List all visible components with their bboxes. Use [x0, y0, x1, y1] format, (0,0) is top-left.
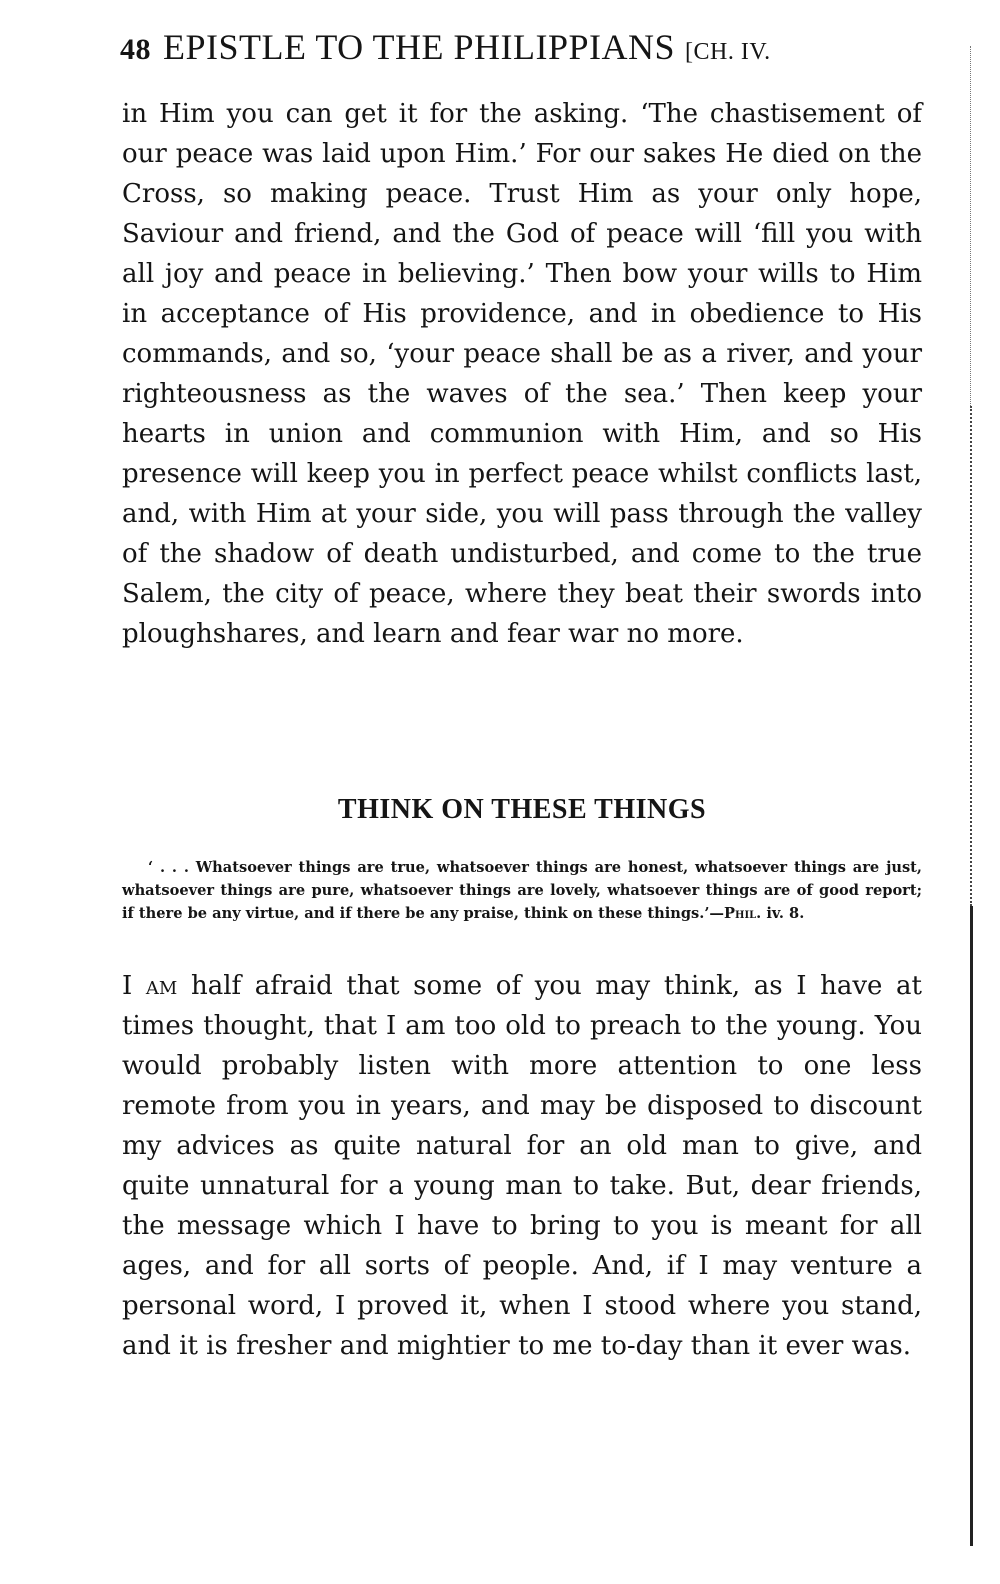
- epigraph-citation-book: Phil.: [724, 905, 762, 922]
- epigraph-citation-ref: iv. 8.: [761, 905, 805, 922]
- opening-paragraph-text: half afraid that some of you may think, as I have at times thought, that I am too old to preach to the young. You would probably listen with more attention to one less remote from you in years, and may be disposed to discount my advices as quite natural for an old man to give, and quite unnatural for a young man to take. But, dear friends, the message which I have to bring to you is meant for all ages, and for all sorts of people. And, if I may venture a personal word, I proved it, when I stood where you stand, and it is fresher and mightier to me to-day than it ever was.: [122, 971, 922, 1361]
- scan-edge-shadow-bottom: [970, 906, 973, 1546]
- page-number: 48: [120, 33, 151, 66]
- opening-word-am: am: [145, 971, 178, 1001]
- section-title: THINK ON THESE THINGS: [337, 794, 707, 825]
- scripture-epigraph: [122, 856, 922, 925]
- chapter-reference: [CH. IV.: [685, 39, 771, 65]
- running-head: [120, 26, 930, 70]
- epigraph-text: ‘ . . . Whatsoever things are true, whatsoever things are honest, whatsoever things are just, whatsoever things are pure, whatsoever things are lovely, whatsoever things are of good report; if there be any virtue, and if there be any praise, think on these things.’—: [122, 859, 922, 922]
- sermon-opening-paragraph: [122, 966, 922, 1366]
- running-title: EPISTLE TO THE PHILIPPIANS: [163, 27, 676, 67]
- scan-edge-shadow-middle: [970, 406, 972, 906]
- opening-word-i: I: [122, 971, 146, 1001]
- scan-edge-shadow-top: [970, 46, 971, 406]
- body-paragraph-continued: in Him you can get it for the asking. ‘The chastisement of our peace was laid upon Him.’ For our sakes He died on the Cross, so making peace. Trust Him as your only hope, Saviour and friend, and the God of peace will ‘fill you with all joy and peace in believing.’ Then bow your wills to Him in acceptance of His providence, and in obedience to His commands, and so, ‘your peace shall be as a river, and your righteousness as the waves of the sea.’ Then keep your hearts in union and communion with Him, and so His presence will keep you in perfect peace whilst conflicts last, and, with Him at your side, you will pass through the valley of the shadow of death undisturbed, and come to the true Salem, the city of peace, where they beat their swords into ploughshares, and learn and fear war no more.: [122, 99, 922, 649]
